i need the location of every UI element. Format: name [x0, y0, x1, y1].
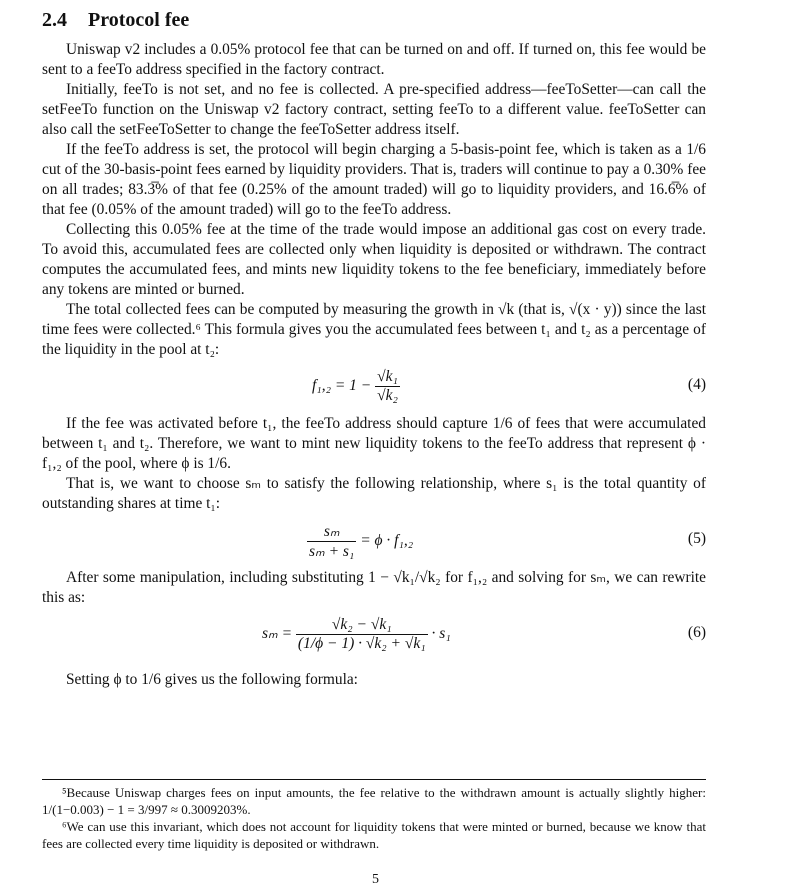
eq4-numerator: √k₁ [377, 368, 398, 385]
paragraph-2: Initially, feeTo is not set, and no fee is collected. A pre-specified address—feeToSetter—can call the setFeeTo function on the Uniswap v2 factory contract, setting feeTo to a different value. feeToSetter can also call the setFeeToSetter to change the feeToSetter address itself. [42, 81, 706, 138]
paragraph-9: Setting ϕ to 1/6 gives us the following formula: [66, 671, 358, 688]
eq5-fraction [307, 522, 356, 561]
paragraph-4: Collecting this 0.05% fee at the time of the trade would impose an additional gas cost on every trade. To avoid this, accumulated fees are collected only when liquidity is deposited or withdrawn. The contract computes the accumulated fees, and mints new liquidity tokens to the fee beneficiary, immediately before any tokens are minted or burned. [42, 221, 706, 298]
paragraph-8: After some manipulation, including substituting 1 − √k₁/√k₂ for f₁,₂ and solving for sₘ, we can rewrite this as: [42, 569, 706, 606]
paper-page [42, 4, 706, 851]
page-number: 5 [372, 872, 379, 887]
eq5-tag: (5) [687, 530, 706, 547]
section-number: 2.4 [42, 9, 67, 31]
section-heading [42, 8, 706, 32]
footnote-5: ⁵Because Uniswap charges fees on input amounts, the fee relative to the withdrawn amount is actually slightly higher: 1/(1−0.003) − 1 = 3/997 ≈ 0.3009203%. [42, 785, 706, 817]
eq6-tag: (6) [687, 624, 706, 641]
eq5-numerator: sₘ [323, 523, 340, 540]
section-title: Protocol fee [88, 9, 190, 31]
equation-6 [42, 608, 706, 670]
equation-5 [42, 514, 706, 568]
equation-4 [42, 360, 706, 414]
footnotes [42, 779, 706, 852]
eq6-rhs: · s₁ [431, 625, 451, 643]
eq6-denominator: (1/ϕ − 1) · √k₂ + √k₁ [297, 635, 426, 652]
eq6-numerator: √k₂ − √k₁ [331, 616, 392, 633]
paragraph-5: The total collected fees can be computed by measuring the growth in √k (that is, √(x · y)) since the last time fees were collected.⁶ This formula gives you the accumulated fees between t₁ and t₂ as a percentage of the liquidity in the pool at t₂: [42, 301, 706, 358]
paragraph-6: If the fee was activated before t₁, the feeTo address should capture 1/6 of fees that were accumulated between t₁ and t₂. Therefore, we want to mint new liquidity tokens to the feeTo address that represent ϕ · f₁,₂ of the pool, where ϕ is 1/6. [42, 415, 706, 472]
eq5-rhs: = ϕ · f₁,₂ [360, 532, 414, 550]
eq4-tag: (4) [687, 376, 706, 393]
eq4-denominator: √k₂ [377, 387, 398, 404]
paragraph-1: Uniswap v2 includes a 0.05% protocol fee that can be turned on and off. If turned on, this fee would be sent to a feeTo address specified in the factory contract. [42, 41, 706, 78]
eq6-lhs: sₘ = [262, 625, 293, 643]
eq5-denominator: sₘ + s₁ [309, 543, 355, 560]
paragraph-3: If the feeTo address is set, the protocol will begin charging a 5-basis-point fee, which is taken as a 1/6 cut of the 30-basis-point fees earned by liquidity providers. That is, traders will continue to pay a 0.30% fee on all trades; 83.3̅% of that fee (0.25% of the amount traded) will go to liquidity providers, and 16.6̅% of that fee (0.05% of the amount traded) will go to the feeTo address. [42, 141, 706, 218]
eq4-lhs: f₁,₂ = 1 − [312, 377, 372, 395]
eq4-fraction [375, 368, 400, 405]
footnote-6: ⁶We can use this invariant, which does not account for liquidity tokens that were minted or burned, because we know that fees are collected every time liquidity is deposited or withdrawn. [42, 819, 706, 851]
eq6-fraction [296, 616, 428, 653]
paragraph-7: That is, we want to choose sₘ to satisfy the following relationship, where s₁ is the total quantity of outstanding shares at time t₁: [42, 475, 706, 512]
